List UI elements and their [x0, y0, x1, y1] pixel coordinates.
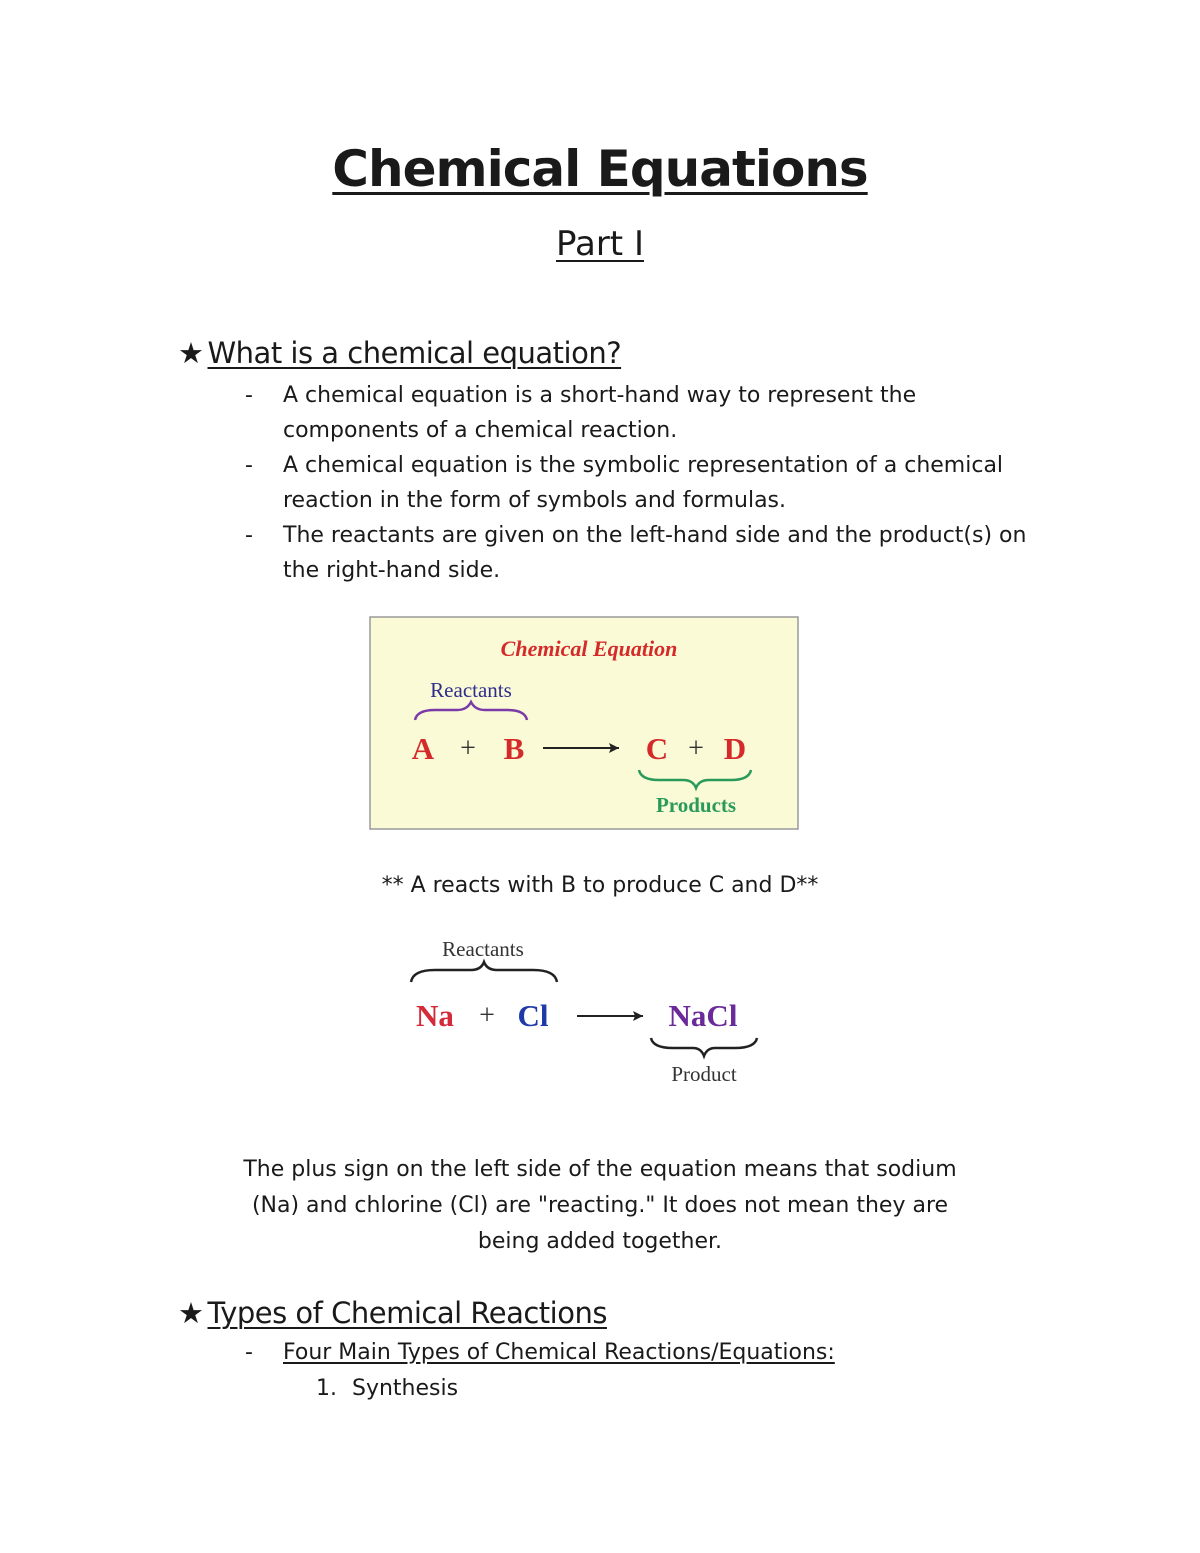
bullet-dash: - [245, 453, 253, 478]
list-item [316, 1376, 458, 1401]
reactant-a: A [411, 731, 435, 766]
bullet-item [245, 378, 1045, 448]
list-number: 1. [316, 1376, 337, 1401]
list-item-label: Synthesis [352, 1376, 459, 1401]
explanation-paragraph: The plus sign on the left side of the equation means that sodium (Na) and chlorine (Cl) are "reacting." It does not mean they are being added together. [243, 1157, 957, 1254]
reactants-brace [411, 962, 557, 982]
products-label: Products [655, 793, 737, 817]
star-icon: ★ [178, 1296, 204, 1330]
bullet-dash: - [245, 523, 253, 548]
page-title: Chemical Equations [332, 140, 868, 198]
figure-title: Chemical Equation [500, 636, 678, 661]
section-heading-text: What is a chemical equation? [207, 336, 622, 370]
figure-caption: ** A reacts with B to produce C and D** [381, 873, 819, 898]
reactant-na: Na [416, 998, 454, 1033]
bullet-text: The reactants are given on the left-hand side and the product(s) on the right-hand side. [283, 523, 1027, 583]
bullet-text: A chemical equation is the symbolic representation of a chemical reaction in the form of symbols and formulas. [283, 453, 1004, 513]
section-heading-what-is [178, 336, 621, 370]
bullet-text: A chemical equation is a short-hand way to represent the components of a chemical reaction. [283, 383, 917, 443]
product-brace [651, 1038, 757, 1056]
nacl-equation-figure [395, 930, 765, 1090]
reactant-b: B [503, 731, 525, 766]
plus-sign: + [688, 733, 704, 764]
product-label: Product [671, 1062, 737, 1086]
bullet-dash: - [245, 383, 253, 408]
section-heading-text: Types of Chemical Reactions [207, 1296, 607, 1330]
reactants-label: Reactants [442, 937, 524, 961]
plus-sign: + [460, 733, 476, 764]
bullet-item [245, 448, 1045, 518]
product-c: C [645, 731, 669, 766]
reactants-label: Reactants [430, 678, 512, 702]
product-d: D [723, 731, 747, 766]
section-heading-types [178, 1296, 607, 1330]
reactant-cl: Cl [517, 998, 549, 1033]
star-icon: ★ [178, 336, 204, 370]
product-nacl: NaCl [668, 998, 738, 1033]
page-subtitle: Part I [556, 224, 644, 264]
sub-heading-text: Four Main Types of Chemical Reactions/Equations: [283, 1340, 835, 1365]
chemical-equation-figure [369, 616, 799, 830]
bullet-dash: - [245, 1340, 253, 1365]
plus-sign: + [479, 1000, 495, 1031]
bullet-item [245, 518, 1045, 588]
